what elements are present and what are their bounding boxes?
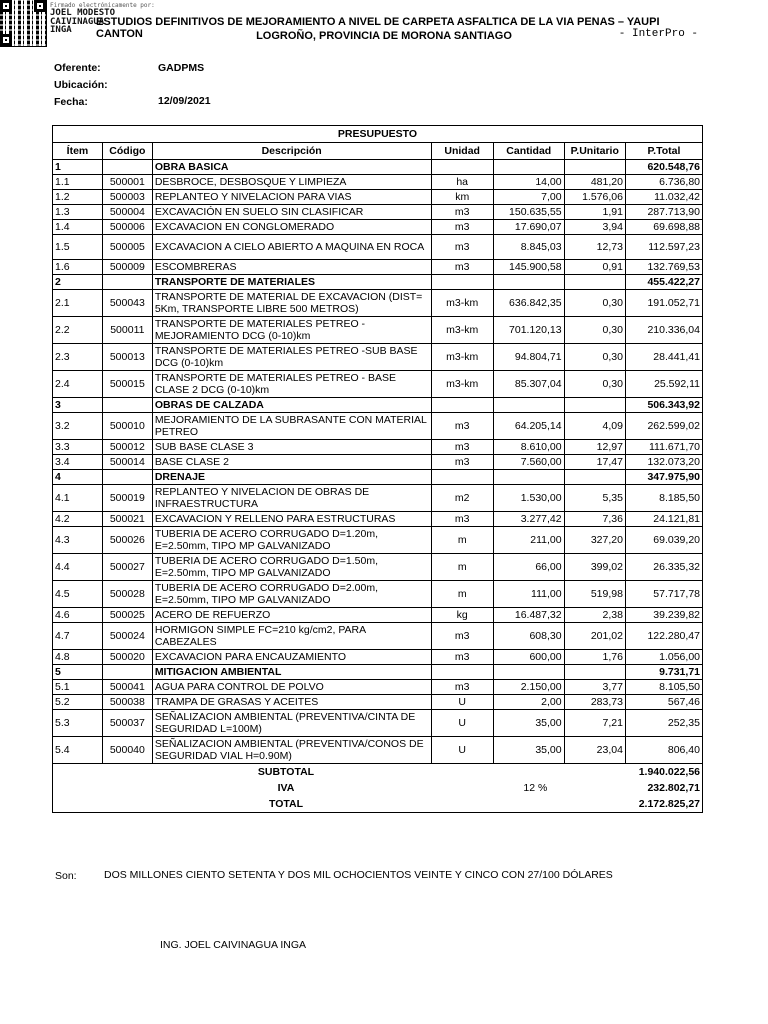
unit-price-cell: 7,21 bbox=[564, 710, 625, 737]
fecha-value: 12/09/2021 bbox=[158, 95, 211, 107]
description-cell: EXCAVACION A CIELO ABIERTO A MAQUINA EN ROCA bbox=[152, 235, 431, 260]
description-cell: TRANSPORTE DE MATERIALES PETREO - MEJORAMIENTO DCG (0-10)km bbox=[152, 317, 431, 344]
unit-price-cell: 3,94 bbox=[564, 220, 625, 235]
quantity-cell: 8.610,00 bbox=[493, 440, 564, 455]
item-cell: 2.1 bbox=[53, 290, 103, 317]
total-cell: 69.039,20 bbox=[625, 527, 702, 554]
unit-price-cell bbox=[564, 398, 625, 413]
unit-price-cell: 327,20 bbox=[564, 527, 625, 554]
description-cell: EXCAVACION Y RELLENO PARA ESTRUCTURAS bbox=[152, 512, 431, 527]
unit-price-cell bbox=[564, 665, 625, 680]
unit-cell: m3 bbox=[431, 440, 493, 455]
total-cell: 132.073,20 bbox=[625, 455, 702, 470]
table-row bbox=[53, 581, 703, 608]
total-cell: 347.975,90 bbox=[625, 470, 702, 485]
unit-cell bbox=[431, 160, 493, 175]
total-cell: 24.121,81 bbox=[625, 512, 702, 527]
item-cell: 2 bbox=[53, 275, 103, 290]
software-tag: - InterPro - bbox=[618, 28, 698, 40]
total-cell: 132.769,53 bbox=[625, 260, 702, 275]
amount-in-words: DOS MILLONES CIENTO SETENTA Y DOS MIL OCHOCIENTOS VEINTE Y CINCO CON 27/100 DÓLARES bbox=[104, 869, 613, 881]
table-row bbox=[53, 455, 703, 470]
table-row bbox=[53, 205, 703, 220]
item-cell: 4.7 bbox=[53, 623, 103, 650]
unit-cell bbox=[431, 470, 493, 485]
oferente-label: Oferente: bbox=[54, 62, 101, 74]
total-cell: 57.717,78 bbox=[625, 581, 702, 608]
code-cell: 500024 bbox=[102, 623, 152, 650]
quantity-cell: 211,00 bbox=[493, 527, 564, 554]
section-row bbox=[53, 160, 703, 175]
item-cell: 4.5 bbox=[53, 581, 103, 608]
unit-price-cell: 7,36 bbox=[564, 512, 625, 527]
unit-price-cell: 2,38 bbox=[564, 608, 625, 623]
unit-price-cell: 519,98 bbox=[564, 581, 625, 608]
item-cell: 2.3 bbox=[53, 344, 103, 371]
code-cell bbox=[102, 470, 152, 485]
unit-price-cell bbox=[564, 470, 625, 485]
code-cell: 500037 bbox=[102, 710, 152, 737]
item-cell: 3 bbox=[53, 398, 103, 413]
quantity-cell: 64.205,14 bbox=[493, 413, 564, 440]
description-cell: EXCAVACION PARA ENCAUZAMIENTO bbox=[152, 650, 431, 665]
unit-price-cell: 0,30 bbox=[564, 371, 625, 398]
code-cell: 500010 bbox=[102, 413, 152, 440]
description-cell: TUBERIA DE ACERO CORRUGADO D=2.00m, E=2.50mm, TIPO MP GALVANIZADO bbox=[152, 581, 431, 608]
quantity-cell: 636.842,35 bbox=[493, 290, 564, 317]
unit-cell: m3 bbox=[431, 650, 493, 665]
unit-price-cell bbox=[564, 160, 625, 175]
quantity-cell: 2,00 bbox=[493, 695, 564, 710]
description-cell: AGUA PARA CONTROL DE POLVO bbox=[152, 680, 431, 695]
total-cell: 252,35 bbox=[625, 710, 702, 737]
qr-finder-pattern bbox=[34, 0, 46, 12]
description-cell: DESBROCE, DESBOSQUE Y LIMPIEZA bbox=[152, 175, 431, 190]
quantity-cell: 701.120,13 bbox=[493, 317, 564, 344]
code-cell: 500013 bbox=[102, 344, 152, 371]
unit-cell: m bbox=[431, 554, 493, 581]
table-row bbox=[53, 220, 703, 235]
unit-price-cell: 3,77 bbox=[564, 680, 625, 695]
table-row bbox=[53, 623, 703, 650]
item-cell: 4.1 bbox=[53, 485, 103, 512]
description-cell: TUBERIA DE ACERO CORRUGADO D=1.20m, E=2.50mm, TIPO MP GALVANIZADO bbox=[152, 527, 431, 554]
quantity-cell bbox=[493, 470, 564, 485]
unit-price-cell: 481,20 bbox=[564, 175, 625, 190]
item-cell: 5 bbox=[53, 665, 103, 680]
code-cell: 500014 bbox=[102, 455, 152, 470]
total-cell: 9.731,71 bbox=[625, 665, 702, 680]
unit-price-cell: 0,91 bbox=[564, 260, 625, 275]
quantity-cell: 94.804,71 bbox=[493, 344, 564, 371]
unit-price-cell: 0,30 bbox=[564, 344, 625, 371]
code-cell: 500025 bbox=[102, 608, 152, 623]
unit-cell: U bbox=[431, 695, 493, 710]
description-cell: TRANSPORTE DE MATERIALES PETREO - BASE CLASE 2 DCG (0-10)km bbox=[152, 371, 431, 398]
table-row bbox=[53, 440, 703, 455]
code-cell: 500020 bbox=[102, 650, 152, 665]
unit-cell bbox=[431, 665, 493, 680]
quantity-cell bbox=[493, 665, 564, 680]
total-cell: 28.441,41 bbox=[625, 344, 702, 371]
code-cell: 500009 bbox=[102, 260, 152, 275]
item-cell: 1.6 bbox=[53, 260, 103, 275]
column-header: Código bbox=[102, 143, 152, 160]
unit-price-cell: 283,73 bbox=[564, 695, 625, 710]
code-cell: 500043 bbox=[102, 290, 152, 317]
code-cell: 500001 bbox=[102, 175, 152, 190]
description-cell: OBRA BASICA bbox=[152, 160, 431, 175]
total-cell: 26.335,32 bbox=[625, 554, 702, 581]
unit-cell: m3 bbox=[431, 413, 493, 440]
signature-name-line: JOEL MODESTO bbox=[50, 8, 116, 18]
quantity-cell: 85.307,04 bbox=[493, 371, 564, 398]
total-cell: 287.713,90 bbox=[625, 205, 702, 220]
unit-cell: m3 bbox=[431, 220, 493, 235]
signature-name-line: CAIVINAGUA bbox=[50, 16, 105, 27]
quantity-cell: 111,00 bbox=[493, 581, 564, 608]
unit-price-cell: 201,02 bbox=[564, 623, 625, 650]
unit-cell bbox=[431, 398, 493, 413]
total-cell: 122.280,47 bbox=[625, 623, 702, 650]
quantity-cell: 35,00 bbox=[493, 737, 564, 764]
code-cell bbox=[102, 665, 152, 680]
item-cell: 5.4 bbox=[53, 737, 103, 764]
unit-cell: m bbox=[431, 527, 493, 554]
iva-value: 232.802,71 bbox=[625, 780, 702, 796]
code-cell bbox=[102, 275, 152, 290]
description-cell: HORMIGON SIMPLE FC=210 kg/cm2, PARA CABEZALES bbox=[152, 623, 431, 650]
quantity-cell: 16.487,32 bbox=[493, 608, 564, 623]
description-cell: SEÑALIZACION AMBIENTAL (PREVENTIVA/CINTA DE SEGURIDAD L=100M) bbox=[152, 710, 431, 737]
item-cell: 2.2 bbox=[53, 317, 103, 344]
item-cell: 1.2 bbox=[53, 190, 103, 205]
item-cell: 1 bbox=[53, 160, 103, 175]
unit-price-cell: 1,91 bbox=[564, 205, 625, 220]
ubicacion-label: Ubicación: bbox=[54, 79, 108, 91]
code-cell: 500026 bbox=[102, 527, 152, 554]
item-cell: 4 bbox=[53, 470, 103, 485]
description-cell: EXCAVACION EN CONGLOMERADO bbox=[152, 220, 431, 235]
unit-cell: m3 bbox=[431, 235, 493, 260]
item-cell: 4.8 bbox=[53, 650, 103, 665]
table-row bbox=[53, 680, 703, 695]
unit-cell: m3-km bbox=[431, 290, 493, 317]
description-cell: OBRAS DE CALZADA bbox=[152, 398, 431, 413]
column-header: Unidad bbox=[431, 143, 493, 160]
unit-cell: m3 bbox=[431, 512, 493, 527]
code-cell: 500019 bbox=[102, 485, 152, 512]
unit-cell: m2 bbox=[431, 485, 493, 512]
total-cell: 567,46 bbox=[625, 695, 702, 710]
description-cell: TRANSPORTE DE MATERIALES bbox=[152, 275, 431, 290]
table-caption: PRESUPUESTO bbox=[53, 126, 703, 143]
code-cell: 500040 bbox=[102, 737, 152, 764]
unit-cell: m3 bbox=[431, 623, 493, 650]
quantity-cell: 8.845,03 bbox=[493, 235, 564, 260]
code-cell bbox=[102, 398, 152, 413]
quantity-cell: 608,30 bbox=[493, 623, 564, 650]
table-row bbox=[53, 485, 703, 512]
iva-label: IVA bbox=[53, 780, 432, 796]
table-row bbox=[53, 554, 703, 581]
section-row bbox=[53, 398, 703, 413]
table-row bbox=[53, 175, 703, 190]
total-cell: 8.185,50 bbox=[625, 485, 702, 512]
quantity-cell bbox=[493, 275, 564, 290]
table-row bbox=[53, 413, 703, 440]
total-cell: 1.056,00 bbox=[625, 650, 702, 665]
unit-price-cell: 12,97 bbox=[564, 440, 625, 455]
item-cell: 5.1 bbox=[53, 680, 103, 695]
unit-price-cell: 1.576,06 bbox=[564, 190, 625, 205]
column-header: P.Total bbox=[625, 143, 702, 160]
total-label: TOTAL bbox=[53, 796, 432, 813]
code-cell: 500015 bbox=[102, 371, 152, 398]
unit-cell: U bbox=[431, 710, 493, 737]
item-cell: 5.2 bbox=[53, 695, 103, 710]
unit-price-cell: 1,76 bbox=[564, 650, 625, 665]
table-row bbox=[53, 608, 703, 623]
subtotal-label: SUBTOTAL bbox=[53, 764, 432, 781]
qr-finder-pattern bbox=[0, 0, 12, 12]
table-row bbox=[53, 290, 703, 317]
description-cell: BASE CLASE 2 bbox=[152, 455, 431, 470]
description-cell: DRENAJE bbox=[152, 470, 431, 485]
unit-cell: U bbox=[431, 737, 493, 764]
description-cell: REPLANTEO Y NIVELACION PARA VIAS bbox=[152, 190, 431, 205]
code-cell: 500041 bbox=[102, 680, 152, 695]
document-title: ESTUDIOS DEFINITIVOS DE MEJORAMIENTO A NIVEL DE CARPETA ASFALTICA DE LA VIA PENAS – YAUPI CANTON bbox=[96, 16, 660, 40]
total-value: 2.172.825,27 bbox=[625, 796, 702, 813]
unit-cell: ha bbox=[431, 175, 493, 190]
column-header: P.Unitario bbox=[564, 143, 625, 160]
quantity-cell: 150.635,55 bbox=[493, 205, 564, 220]
unit-cell: m3 bbox=[431, 680, 493, 695]
table-row bbox=[53, 317, 703, 344]
item-cell: 4.2 bbox=[53, 512, 103, 527]
table-row bbox=[53, 235, 703, 260]
quantity-cell: 66,00 bbox=[493, 554, 564, 581]
total-cell: 25.592,11 bbox=[625, 371, 702, 398]
table-row bbox=[53, 512, 703, 527]
quantity-cell: 600,00 bbox=[493, 650, 564, 665]
total-cell: 6.736,80 bbox=[625, 175, 702, 190]
table-row bbox=[53, 527, 703, 554]
item-cell: 3.3 bbox=[53, 440, 103, 455]
unit-cell: m3 bbox=[431, 260, 493, 275]
total-cell: 806,40 bbox=[625, 737, 702, 764]
quantity-cell: 7.560,00 bbox=[493, 455, 564, 470]
unit-price-cell: 4,09 bbox=[564, 413, 625, 440]
total-cell: 111.671,70 bbox=[625, 440, 702, 455]
code-cell: 500003 bbox=[102, 190, 152, 205]
unit-cell: m3-km bbox=[431, 317, 493, 344]
quantity-cell: 3.277,42 bbox=[493, 512, 564, 527]
unit-price-cell: 12,73 bbox=[564, 235, 625, 260]
description-cell: ACERO DE REFUERZO bbox=[152, 608, 431, 623]
description-cell: SUB BASE CLASE 3 bbox=[152, 440, 431, 455]
item-cell: 1.3 bbox=[53, 205, 103, 220]
unit-price-cell bbox=[564, 275, 625, 290]
unit-cell bbox=[431, 275, 493, 290]
quantity-cell: 14,00 bbox=[493, 175, 564, 190]
code-cell bbox=[102, 160, 152, 175]
signature-caption: Firmado electrónicamente por: bbox=[50, 2, 155, 9]
item-cell: 1.5 bbox=[53, 235, 103, 260]
description-cell: EXCAVACIÓN EN SUELO SIN CLASIFICAR bbox=[152, 205, 431, 220]
signature-name-line: INGA bbox=[50, 25, 72, 35]
unit-price-cell: 23,04 bbox=[564, 737, 625, 764]
column-header: Descripción bbox=[152, 143, 431, 160]
unit-cell: m3 bbox=[431, 455, 493, 470]
total-cell: 506.343,92 bbox=[625, 398, 702, 413]
item-cell: 3.2 bbox=[53, 413, 103, 440]
table-row bbox=[53, 344, 703, 371]
quantity-cell bbox=[493, 160, 564, 175]
total-cell: 112.597,23 bbox=[625, 235, 702, 260]
quantity-cell: 7,00 bbox=[493, 190, 564, 205]
item-cell: 1.4 bbox=[53, 220, 103, 235]
total-cell: 455.422,27 bbox=[625, 275, 702, 290]
column-header: Ítem bbox=[53, 143, 103, 160]
quantity-cell: 17.690,07 bbox=[493, 220, 564, 235]
description-cell: TRANSPORTE DE MATERIALES PETREO -SUB BASE DCG (0-10)km bbox=[152, 344, 431, 371]
description-cell: REPLANTEO Y NIVELACION DE OBRAS DE INFRAESTRUCTURA bbox=[152, 485, 431, 512]
column-header: Cantidad bbox=[493, 143, 564, 160]
total-cell: 262.599,02 bbox=[625, 413, 702, 440]
code-cell: 500028 bbox=[102, 581, 152, 608]
item-cell: 4.3 bbox=[53, 527, 103, 554]
item-cell: 5.3 bbox=[53, 710, 103, 737]
table-row bbox=[53, 737, 703, 764]
fecha-label: Fecha: bbox=[54, 96, 88, 108]
quantity-cell: 145.900,58 bbox=[493, 260, 564, 275]
description-cell: ESCOMBRERAS bbox=[152, 260, 431, 275]
unit-price-cell: 17,47 bbox=[564, 455, 625, 470]
unit-cell: m3 bbox=[431, 205, 493, 220]
item-cell: 1.1 bbox=[53, 175, 103, 190]
code-cell: 500012 bbox=[102, 440, 152, 455]
code-cell: 500005 bbox=[102, 235, 152, 260]
unit-cell: m3-km bbox=[431, 344, 493, 371]
item-cell: 4.4 bbox=[53, 554, 103, 581]
section-row bbox=[53, 470, 703, 485]
description-cell: SEÑALIZACION AMBIENTAL (PREVENTIVA/CONOS DE SEGURIDAD VIAL H=0.90M) bbox=[152, 737, 431, 764]
unit-price-cell: 0,30 bbox=[564, 290, 625, 317]
unit-cell: m bbox=[431, 581, 493, 608]
description-cell: TRANSPORTE DE MATERIAL DE EXCAVACION (DIST= 5Km, TRANSPORTE LIBRE 500 METROS) bbox=[152, 290, 431, 317]
unit-price-cell: 5,35 bbox=[564, 485, 625, 512]
budget-body bbox=[53, 160, 703, 764]
item-cell: 4.6 bbox=[53, 608, 103, 623]
total-cell: 191.052,71 bbox=[625, 290, 702, 317]
total-cell: 11.032,42 bbox=[625, 190, 702, 205]
total-cell: 39.239,82 bbox=[625, 608, 702, 623]
unit-cell: kg bbox=[431, 608, 493, 623]
quantity-cell: 35,00 bbox=[493, 710, 564, 737]
unit-price-cell: 0,30 bbox=[564, 317, 625, 344]
description-cell: TUBERIA DE ACERO CORRUGADO D=1.50m, E=2.50mm, TIPO MP GALVANIZADO bbox=[152, 554, 431, 581]
table-row bbox=[53, 695, 703, 710]
code-cell: 500021 bbox=[102, 512, 152, 527]
oferente-value: GADPMS bbox=[158, 62, 205, 74]
unit-cell: m3-km bbox=[431, 371, 493, 398]
item-cell: 3.4 bbox=[53, 455, 103, 470]
total-cell: 8.105,50 bbox=[625, 680, 702, 695]
unit-cell: km bbox=[431, 190, 493, 205]
code-cell: 500006 bbox=[102, 220, 152, 235]
section-row bbox=[53, 275, 703, 290]
budget-table bbox=[52, 125, 703, 813]
quantity-cell bbox=[493, 398, 564, 413]
table-row bbox=[53, 260, 703, 275]
description-cell: MITIGACION AMBIENTAL bbox=[152, 665, 431, 680]
table-row bbox=[53, 710, 703, 737]
code-cell: 500011 bbox=[102, 317, 152, 344]
total-cell: 620.548,76 bbox=[625, 160, 702, 175]
description-cell: MEJORAMIENTO DE LA SUBRASANTE CON MATERIAL PETREO bbox=[152, 413, 431, 440]
description-cell: TRAMPA DE GRASAS Y ACEITES bbox=[152, 695, 431, 710]
document-subtitle: LOGROÑO, PROVINCIA DE MORONA SANTIAGO bbox=[256, 30, 512, 42]
signer-name: ING. JOEL CAIVINAGUA INGA bbox=[160, 939, 307, 951]
code-cell: 500027 bbox=[102, 554, 152, 581]
subtotal-value: 1.940.022,56 bbox=[625, 764, 702, 781]
son-label: Son: bbox=[55, 870, 77, 882]
item-cell: 2.4 bbox=[53, 371, 103, 398]
iva-percentage: 12 % bbox=[523, 782, 548, 794]
table-row bbox=[53, 190, 703, 205]
code-cell: 500038 bbox=[102, 695, 152, 710]
section-row bbox=[53, 665, 703, 680]
quantity-cell: 2.150,00 bbox=[493, 680, 564, 695]
table-row bbox=[53, 650, 703, 665]
quantity-cell: 1.530,00 bbox=[493, 485, 564, 512]
unit-price-cell: 399,02 bbox=[564, 554, 625, 581]
total-cell: 69.698,88 bbox=[625, 220, 702, 235]
total-cell: 210.336,04 bbox=[625, 317, 702, 344]
table-row bbox=[53, 371, 703, 398]
code-cell: 500004 bbox=[102, 205, 152, 220]
